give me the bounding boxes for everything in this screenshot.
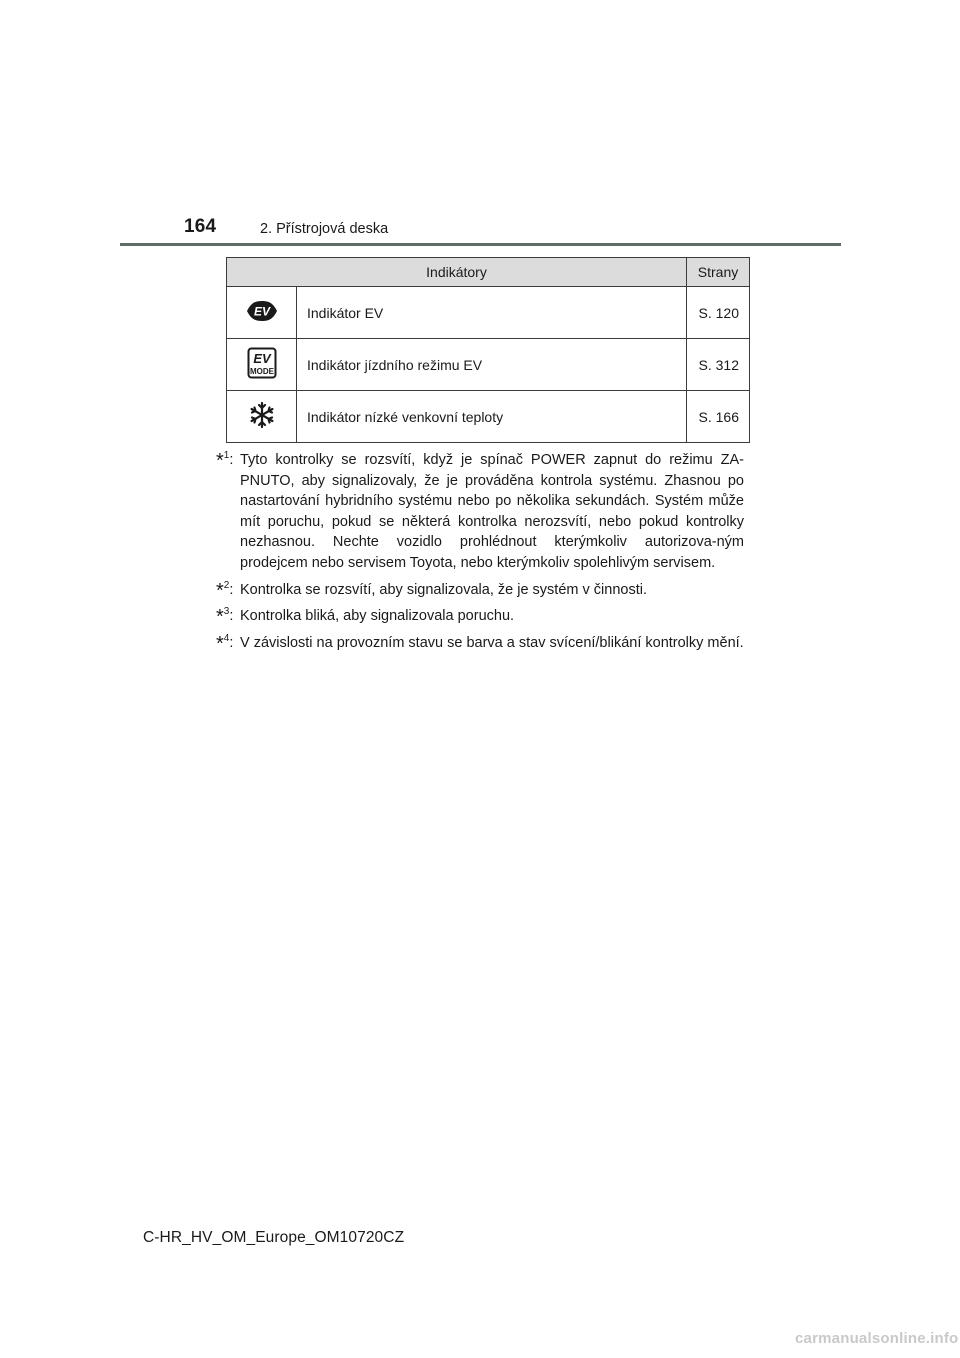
- watermark: carmanualsonline.info: [795, 1330, 959, 1347]
- header-rule: [120, 243, 841, 246]
- table-row: [227, 391, 750, 443]
- footnote: [216, 606, 744, 627]
- footnote-text: Kontrolka se rozsvítí, aby signalizovala, že je systém v činnosti.: [240, 581, 647, 598]
- table-row: [227, 339, 750, 391]
- footnote-text: V závislosti na provozním stavu se barva a stav svícení/blikání kontrolky mění.: [240, 634, 744, 651]
- page-number: 164: [184, 216, 217, 237]
- ev-mode-icon-top: EV: [252, 351, 271, 366]
- snowflake-icon: [248, 401, 276, 432]
- page-reference: S. 166: [687, 391, 750, 443]
- page-reference: S. 312: [687, 339, 750, 391]
- footnote: [216, 580, 744, 601]
- ev-mode-indicator-icon: [247, 347, 277, 382]
- icon-cell: [227, 391, 297, 443]
- column-header-indicators: Indikátory: [227, 258, 687, 287]
- document-id: C-HR_HV_OM_Europe_OM10720CZ: [143, 1229, 405, 1246]
- ev-indicator-icon: [245, 299, 279, 326]
- footnote: [216, 450, 744, 574]
- indicator-name: Indikátor nízké venkovní teploty: [297, 391, 687, 443]
- footnote-text: Tyto kontrolky se rozsvítí, když je spínač POWER zapnut do režimu ZA-PNUTO, aby signalizovaly, že je prováděna kontrola systému. Zhasnou po nastartování hybridního systému nebo po několika sekundách. Systém může mít poruchu, pokud se některá kontrolka nerozsvítí, nebo pokud kontrolky nezhasnou. Nechte vozidlo prohlédnout kterýmkoliv autorizova-ným prodejcem nebo servisem Toyota, nebo kterýmkoliv spolehlivým servisem.: [240, 452, 744, 571]
- footnote-marker: *$^3$:: [216, 606, 234, 629]
- footnote-marker: *$^2$:: [216, 579, 234, 602]
- page-reference: S. 120: [687, 287, 750, 339]
- ev-icon-label: EV: [253, 304, 270, 319]
- icon-cell: [227, 287, 297, 339]
- footnote-text: Kontrolka bliká, aby signalizovala poruchu.: [240, 608, 515, 625]
- icon-cell: [227, 339, 297, 391]
- footnote: [216, 633, 744, 654]
- section-title: 2. Přístrojová deska: [260, 221, 389, 237]
- column-header-pages: Strany: [687, 258, 750, 287]
- footnote-marker: *$^4$:: [216, 632, 234, 655]
- table-header-row: [227, 258, 750, 287]
- ev-mode-icon-bottom: MODE: [249, 367, 274, 376]
- indicator-name: Indikátor jízdního režimu EV: [297, 339, 687, 391]
- footnote-marker: *$^1$:: [216, 450, 234, 472]
- footnotes: [216, 450, 744, 659]
- table-row: [227, 287, 750, 339]
- indicator-name: Indikátor EV: [297, 287, 687, 339]
- indicators-table: [226, 257, 750, 443]
